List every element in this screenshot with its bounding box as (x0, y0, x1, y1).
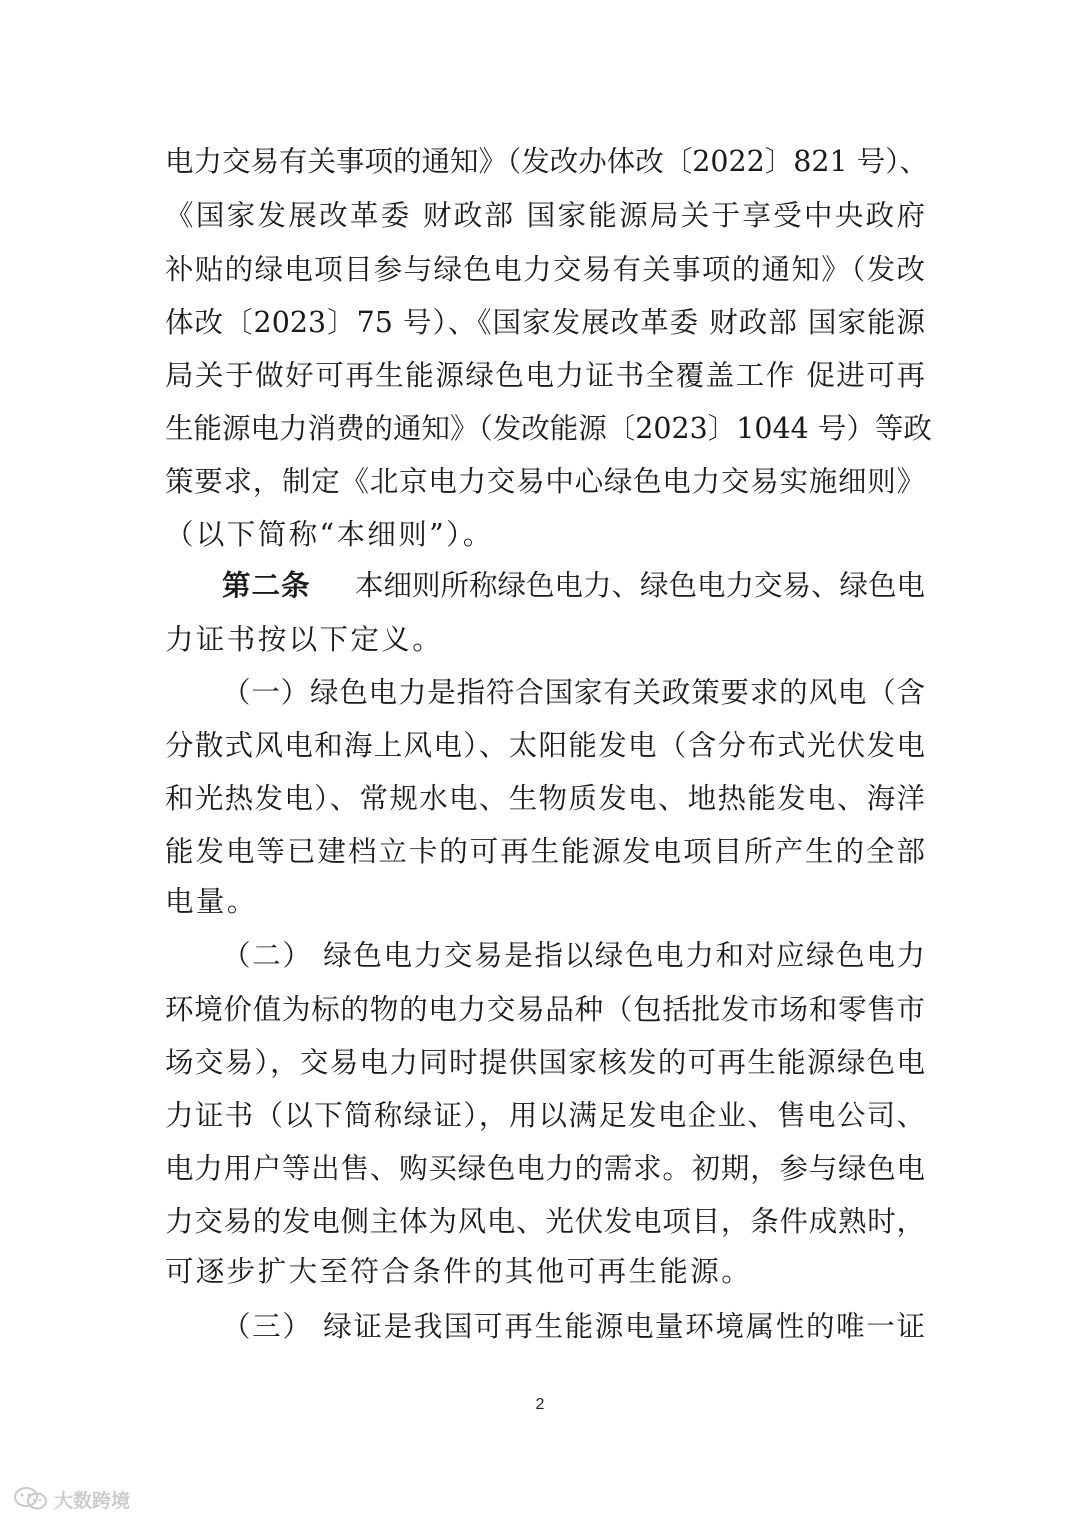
text-line: 局关于做好可再生能源绿色电力证书全覆盖工作 促进可再 (165, 359, 925, 392)
page-number: 2 (535, 1396, 545, 1413)
text-line: 分散式风电和海上风电）、太阳能发电（含分布式光伏发电 (165, 729, 925, 762)
text-line: 策要求，制定《北京电力交易中心绿色电力交易实施细则》 (165, 465, 925, 498)
watermark-text: 大数跨境 (54, 1489, 131, 1512)
watermark (14, 1483, 130, 1515)
text-line: 电力用户等出售、购买绿色电力的需求。初期，参与绿色电 (165, 1152, 925, 1185)
text-line: （一）绿色电力是指符合国家有关政策要求的风电（含 (222, 676, 925, 709)
text-line: 本细则所称绿色电力、绿色电力交易、绿色电 (355, 569, 926, 602)
text-line: 场交易），交易电力同时提供国家核发的可再生能源绿色电 (165, 1046, 925, 1079)
text-line: 电力交易有关事项的通知》（发改办体改〔2022〕821 号）、 (165, 145, 928, 178)
wechat-logo-icon (14, 1486, 48, 1512)
text-line: 电量。 (165, 885, 258, 918)
text-line: 力证书按以下定义。 (165, 623, 444, 656)
text-line: 环境价值为标的物的电力交易品种（包括批发市场和零售市 (165, 993, 925, 1026)
text-line: 能发电等已建档立卡的可再生能源发电项目所产生的全部 (165, 835, 925, 868)
text-line: 可逐步扩大至符合条件的其他可再生能源。 (165, 1255, 753, 1288)
text-line: 体改〔2023〕75 号）、《国家发展改革委 财政部 国家能源 (165, 306, 925, 339)
text-line: 力证书（以下简称绿证），用以满足发电企业、售电公司、 (165, 1099, 925, 1132)
article-heading: 第二条 (222, 569, 311, 602)
text-line: 和光热发电）、常规水电、生物质发电、地热能发电、海洋 (165, 782, 925, 815)
text-line: （以下简称“本细则”）。 (165, 518, 494, 551)
text-line: 《国家发展改革委 财政部 国家能源局关于享受中央政府 (165, 199, 925, 232)
text-line: 补贴的绿电项目参与绿色电力交易有关事项的通知》（发改 (165, 253, 925, 286)
text-line: 力交易的发电侧主体为风电、光伏发电项目，条件成熟时， (165, 1205, 925, 1238)
text-line: 生能源电力消费的通知》（发改能源〔2023〕1044 号）等政 (165, 412, 932, 445)
text-line: （二） 绿色电力交易是指以绿色电力和对应绿色电力 (222, 939, 925, 972)
text-line: （三） 绿证是我国可再生能源电量环境属性的唯一证 (222, 1310, 925, 1343)
